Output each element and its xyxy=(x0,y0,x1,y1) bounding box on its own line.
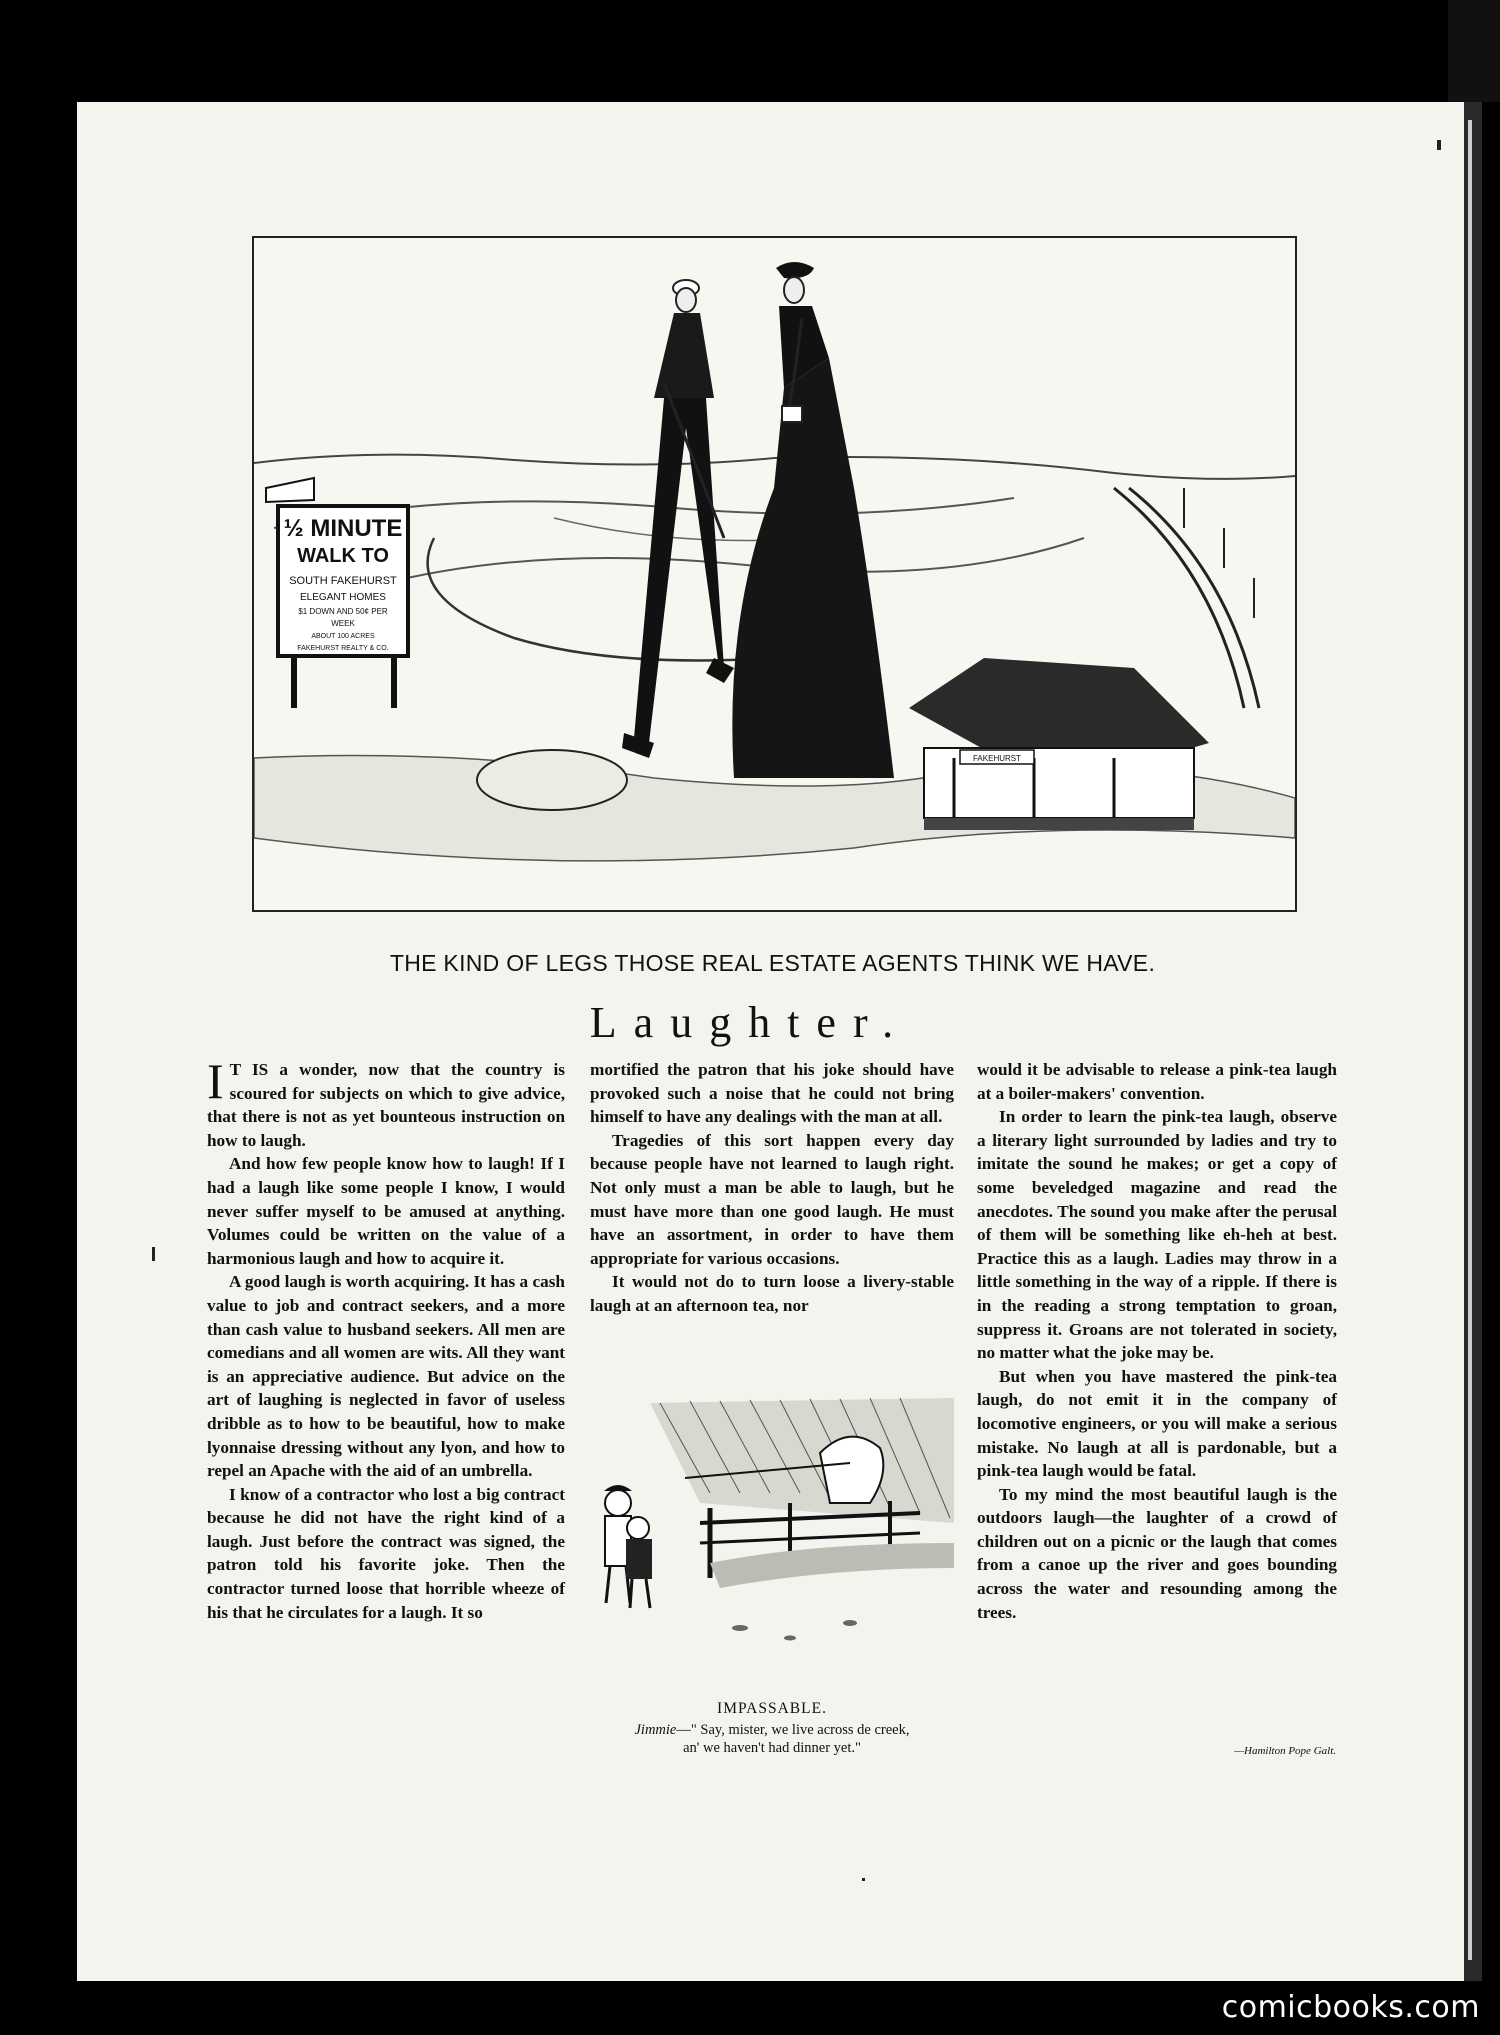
column-middle xyxy=(590,1058,954,1318)
scan-speck xyxy=(1437,140,1441,150)
paragraph-text: T IS a wonder, now that the country is scoured for subjects on which to give advice, that there is not as yet bounteous instruction on how to laugh. xyxy=(207,1060,565,1150)
paragraph: In order to learn the pink-tea laugh, observe a literary light surrounded by ladies and try to imitate the sound he makes; or get a copy of some beveledged magazine and read the anecdotes. The sound you make after the perusal of them will be something like eh-heh at best. Practice this as a laugh. Ladies may throw in a little something in the way of a ripple. If there is in the reading a strong temptation to groan, suppress it. Groans are not tolerated in society, no matter what the joke may be. xyxy=(977,1107,1337,1363)
sign-line: FAKEHURST REALTY & CO. xyxy=(297,645,389,652)
illustration-caption: THE KIND OF LEGS THOSE REAL ESTATE AGENTS THINK WE HAVE. xyxy=(389,950,1156,976)
paragraph: mortified the patron that his joke should have provoked such a noise that he could not bring himself to have any dealings with the man at all. xyxy=(590,1060,954,1127)
sign-line: ½ MINUTE xyxy=(283,515,403,542)
cartoon-title: IMPASSABLE. xyxy=(717,1700,827,1717)
scan-speck xyxy=(152,1247,155,1261)
drop-cap: I xyxy=(207,1053,224,1109)
sign-line: SOUTH FAKEHURST xyxy=(289,575,397,587)
cartoon-quote-text: —" Say, mister, we live across de creek, xyxy=(676,1722,910,1738)
watermark: comicbooks.com xyxy=(1221,1990,1480,2025)
column-right xyxy=(977,1058,1337,1624)
article-title: Laughter. xyxy=(589,998,911,1047)
cartoon-quote xyxy=(590,1721,954,1757)
facing-page-edge xyxy=(1464,102,1482,1981)
impassable-cartoon xyxy=(590,1393,954,1648)
paragraph: Tragedies of this sort happen every day because people have not learned to laugh right. Not only must a man be able to laugh, but he must have more than one good laugh. He must have an assortment, in order to have them appropriate for various occasions. xyxy=(590,1130,954,1268)
paragraph xyxy=(207,1053,565,1152)
scan-edge xyxy=(1448,0,1500,102)
sign-line: ELEGANT HOMES xyxy=(300,592,386,603)
sign-line: WALK TO xyxy=(297,545,389,567)
real-estate-cartoon xyxy=(252,236,1297,912)
house-sign: FAKEHURST xyxy=(972,754,1022,763)
real-estate-drawing xyxy=(254,238,1295,910)
sign-line: $1 DOWN AND 50¢ PER xyxy=(298,607,388,616)
paragraph: And how few people know how to laugh! If I had a laugh like some people I know, I would never suffer myself to be amused at anything. Volumes could be written on the value of a harmonious laugh and how to acquire it. xyxy=(207,1154,565,1268)
column-left xyxy=(207,1053,565,1624)
cartoon-quote-line: an' we haven't had dinner yet." xyxy=(683,1740,861,1756)
scan-speck xyxy=(862,1878,865,1881)
impassable-drawing xyxy=(590,1393,954,1648)
paragraph: But when you have mastered the pink-tea laugh, do not emit it in the company of locomotive engineers, or you will make a serious mistake. No laugh at all is pardonable, but a pink-tea laugh would be fatal. xyxy=(977,1366,1337,1481)
paragraph: A good laugh is worth acquiring. It has a cash value to job and contract seekers, and a more than cash value to husband seekers. All men are comedians and all women are wits. All they want is an appreciative audience. But advice on the art of laughing is neglected in favor of useless dribble as to how to be beautiful, how to make lyonnaise dressing without any lyon, and how to repel an Apache with the aid of an umbrella. xyxy=(207,1272,565,1481)
author-signature: —Hamilton Pope Galt. xyxy=(1234,1745,1336,1757)
cartoon-quote-line xyxy=(590,1721,954,1739)
paragraph: I know of a contractor who lost a big contract because he did not have the right kind of a laugh. Just before the contract was signed, the patron told his favorite joke. Then the contractor turned loose that horrible wheeze of his that he circulates for a laugh. It so xyxy=(207,1484,565,1622)
facing-page-edge-highlight xyxy=(1468,120,1472,1960)
paragraph: To my mind the most beautiful laugh is the outdoors laugh—the laughter of a crowd of children out on a picnic or the laugh that comes from a canoe up the river and goes bounding across the water and resounding among the trees. xyxy=(977,1484,1337,1622)
sign-line: ABOUT 100 ACRES xyxy=(311,633,375,640)
paragraph: It would not do to turn loose a livery-stable laugh at an afternoon tea, nor xyxy=(590,1272,954,1315)
paragraph: would it be advisable to release a pink-tea laugh at a boiler-makers' convention. xyxy=(977,1060,1337,1103)
cartoon-speaker: Jimmie xyxy=(634,1722,677,1738)
sign-line: WEEK xyxy=(331,619,355,628)
